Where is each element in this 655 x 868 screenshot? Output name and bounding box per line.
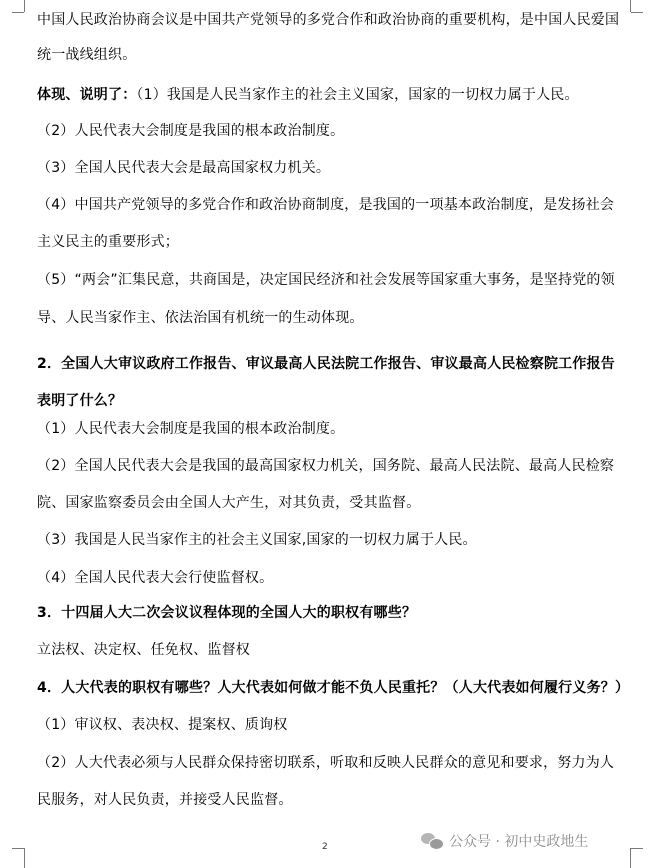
body-line: 统一战线组织。 — [37, 47, 137, 63]
list-item: （3）全国人民代表大会是最高国家权力机关。 — [37, 160, 331, 176]
answer-line: 立法权、决定权、任免权、监督权 — [37, 642, 250, 658]
crop-mark-bottom-right-h — [631, 848, 643, 849]
list-item: （1）人民代表大会制度是我国的根本政治制度。 — [37, 421, 345, 437]
body-line — [37, 85, 579, 105]
list-item-continuation: 导、人民当家作主、依法治国有机统一的生动体现。 — [37, 310, 364, 326]
list-item: （1）审议权、表决权、提案权、质询权 — [37, 717, 288, 733]
list-item: （5）“两会”汇集民意，共商国是，决定国民经济和社会发展等国家重大事务，是坚持党的领 — [37, 272, 615, 288]
question-heading-continuation: 表明了什么？ — [37, 393, 123, 409]
list-item: （4）中国共产党领导的多党合作和政治协商制度，是我国的一项基本政治制度，是发扬社会 — [37, 197, 615, 213]
page-number: 2 — [322, 842, 328, 852]
body-line: 中国人民政治协商会议是中国共产党领导的多党合作和政治协商的重要机构，是中国人民爱国 — [37, 12, 620, 28]
list-item: （2）人大代表必须与人民群众保持密切联系，听取和反映人民群众的意见和要求，努力为人 — [37, 755, 615, 771]
list-item-continuation: 主义民主的重要形式； — [37, 234, 179, 250]
list-item: （1）我国是人民当家作主的社会主义国家，国家的一切权力属于人民。 — [136, 87, 579, 103]
watermark-text: 公众号 · 初中史政地生 — [449, 834, 589, 850]
watermark — [421, 828, 588, 854]
crop-mark-bottom-left-v — [24, 848, 25, 868]
crop-mark-top-right-h — [631, 12, 643, 13]
lead-label: 体现、说明了： — [37, 87, 137, 103]
list-item: （2）人民代表大会制度是我国的根本政治制度。 — [37, 123, 345, 139]
list-item-continuation: 民服务，对人民负责，并接受人民监督。 — [37, 792, 293, 808]
crop-mark-bottom-right-v — [630, 848, 631, 868]
question-heading: 4．人大代表的职权有哪些？人大代表如何做才能不负人民重托？（人大代表如何履行义务？） — [37, 680, 630, 696]
list-item: （3）我国是人民当家作主的社会主义国家,国家的一切权力属于人民。 — [37, 532, 477, 548]
crop-mark-top-left-v — [24, 0, 25, 12]
list-item-continuation: 院、国家监察委员会由全国人大产生，对其负责，受其监督。 — [37, 495, 421, 511]
question-heading: 2．全国人大审议政府工作报告、审议最高人民法院工作报告、审议最高人民检察院工作报告 — [37, 356, 615, 372]
crop-mark-top-right-v — [630, 0, 631, 12]
list-item: （2）全国人民代表大会是我国的最高国家权力机关，国务院、最高人民法院、最高人民检察 — [37, 458, 615, 474]
list-item: （4）全国人民代表大会行使监督权。 — [37, 570, 274, 586]
wechat-icon — [421, 832, 443, 850]
crop-mark-bottom-left-h — [12, 848, 24, 849]
question-heading: 3．十四届人大二次会议议程体现的全国人大的职权有哪些？ — [37, 605, 417, 621]
crop-mark-top-left-h — [12, 12, 24, 13]
